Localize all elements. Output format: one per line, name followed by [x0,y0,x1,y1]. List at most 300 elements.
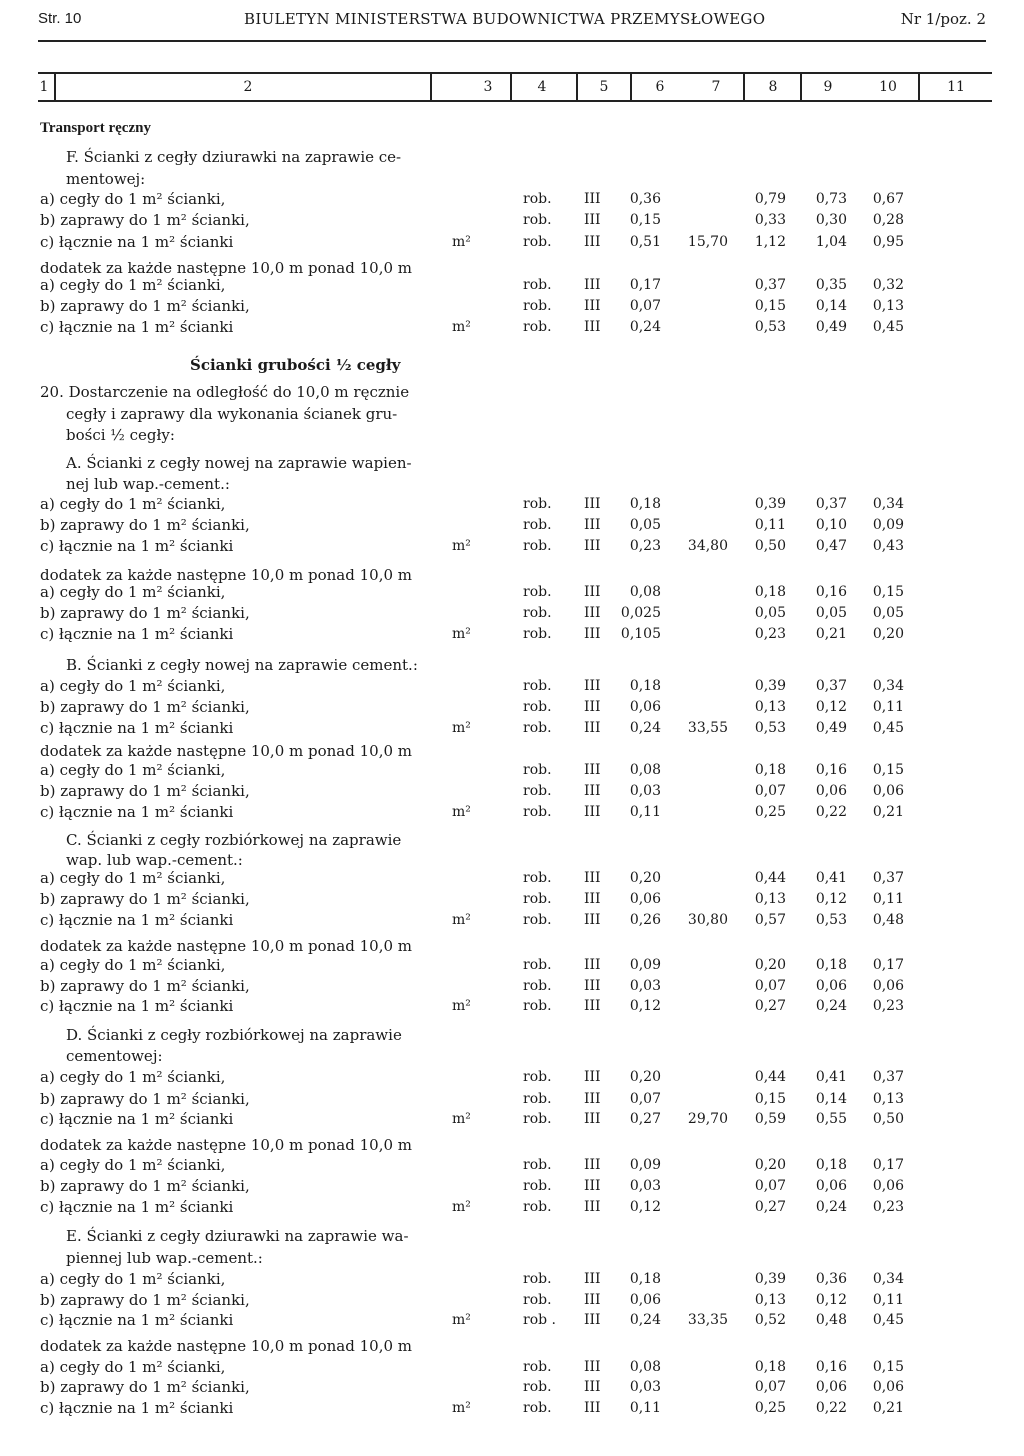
column-number: 10 [879,79,897,95]
row-description: b) zaprawy do 1 m² ścianki, [40,977,250,995]
category-cell: III [584,1359,601,1375]
unit-cell: m² [452,319,471,335]
value-cell-8: 0,53 [754,319,786,335]
value-cell-6: 0,36 [629,191,661,207]
category-cell: III [584,1091,601,1107]
value-cell-9: 0,18 [815,1157,847,1173]
value-cell-9: 1,04 [815,234,847,250]
value-cell-9: 0,14 [815,298,847,314]
value-cell-9: 0,35 [815,277,847,293]
value-cell-7: 29,70 [687,1111,728,1127]
value-cell-10: 0,50 [872,1111,904,1127]
value-cell-8: 0,53 [754,720,786,736]
labor-cell: rob. [523,1271,552,1287]
value-cell-6: 0,15 [629,212,661,228]
value-cell-10: 0,21 [872,1400,904,1416]
value-cell-9: 0,10 [815,517,847,533]
value-cell-6: 0,09 [629,957,661,973]
group-heading: cementowej: [66,1047,163,1065]
value-cell-8: 0,23 [754,626,786,642]
value-cell-6: 0,23 [629,538,661,554]
category-cell: III [584,998,601,1014]
row-description: c) łącznie na 1 m² ścianki [40,997,234,1015]
row-description: a) cegły do 1 m² ścianki, [40,677,226,695]
value-cell-6: 0,27 [629,1111,661,1127]
column-number: 11 [947,79,965,95]
column-number: 3 [483,79,493,95]
labor-cell: rob. [523,891,552,907]
value-cell-6: 0,06 [629,699,661,715]
category-cell: III [584,720,601,736]
labor-cell: rob. [523,1111,552,1127]
unit-cell: m² [452,1312,471,1328]
value-cell-6: 0,17 [629,277,661,293]
value-cell-9: 0,12 [815,1292,847,1308]
value-cell-8: 0,07 [754,1379,786,1395]
category-cell: III [584,1312,601,1328]
value-cell-6: 0,03 [629,783,661,799]
value-cell-10: 0,37 [872,1069,904,1085]
value-cell-6: 0,07 [629,298,661,314]
value-cell-8: 0,18 [754,584,786,600]
labor-cell: rob. [523,1199,552,1215]
value-cell-10: 0,67 [872,191,904,207]
labor-cell: rob. [523,605,552,621]
item-20-line: 20. Dostarczenie na odległość do 10,0 m ręcznie [40,383,410,401]
value-cell-9: 0,37 [815,496,847,512]
labor-cell: rob. [523,319,552,335]
column-divider [630,74,632,100]
row-description: c) łącznie na 1 m² ścianki [40,1399,234,1417]
column-number: 1 [39,79,49,95]
value-cell-6: 0,07 [629,1091,661,1107]
column-number: 5 [599,79,609,95]
category-cell: III [584,319,601,335]
value-cell-8: 0,37 [754,277,786,293]
category-cell: III [584,912,601,928]
category-cell: III [584,870,601,886]
value-cell-10: 0,15 [872,762,904,778]
group-heading: nej lub wap.-cement.: [66,475,230,493]
row-description: c) łącznie na 1 m² ścianki [40,1110,234,1128]
value-cell-9: 0,16 [815,762,847,778]
value-cell-8: 0,57 [754,912,786,928]
row-description: b) zaprawy do 1 m² ścianki, [40,698,250,716]
labor-cell: rob. [523,1379,552,1395]
category-cell: III [584,496,601,512]
running-header [38,10,986,36]
labor-cell: rob. [523,720,552,736]
labor-cell: rob. [523,957,552,973]
labor-cell: rob. [523,517,552,533]
value-cell-9: 0,30 [815,212,847,228]
row-description: c) łącznie na 1 m² ścianki [40,625,234,643]
value-cell-8: 0,15 [754,1091,786,1107]
labor-cell: rob. [523,1069,552,1085]
extra-distance-heading: dodatek za każde następne 10,0 m ponad 10,0 m [40,742,413,760]
group-heading: wap. lub wap.-cement.: [66,851,243,869]
value-cell-8: 0,18 [754,762,786,778]
value-cell-8: 0,07 [754,1178,786,1194]
category-cell: III [584,298,601,314]
value-cell-6: 0,20 [629,870,661,886]
value-cell-10: 0,15 [872,584,904,600]
value-cell-8: 0,27 [754,998,786,1014]
value-cell-7: 34,80 [687,538,728,554]
group-heading: D. Ścianki z cegły rozbiórkowej na zaprawie [66,1026,402,1044]
value-cell-6: 0,24 [629,1312,661,1328]
item-20-line: bości ½ cegły: [66,426,175,444]
value-cell-8: 0,20 [754,1157,786,1173]
value-cell-8: 0,79 [754,191,786,207]
value-cell-6: 0,12 [629,1199,661,1215]
value-cell-8: 0,05 [754,605,786,621]
labor-cell: rob. [523,584,552,600]
column-number: 9 [823,79,833,95]
row-description: b) zaprawy do 1 m² ścianki, [40,1378,250,1396]
value-cell-6: 0,24 [629,720,661,736]
value-cell-10: 0,45 [872,319,904,335]
row-description: c) łącznie na 1 m² ścianki [40,233,234,251]
column-number: 2 [243,79,253,95]
value-cell-7: 33,55 [687,720,728,736]
labor-cell: rob. [523,234,552,250]
value-cell-10: 0,17 [872,957,904,973]
item-20-line: cegły i zaprawy dla wykonania ścianek gru- [66,405,398,423]
column-divider [54,74,56,100]
value-cell-9: 0,24 [815,1199,847,1215]
value-cell-9: 0,06 [815,783,847,799]
unit-cell: m² [452,626,471,642]
value-cell-10: 0,95 [872,234,904,250]
value-cell-10: 0,43 [872,538,904,554]
labor-cell: rob. [523,1178,552,1194]
labor-cell: rob. [523,1157,552,1173]
value-cell-9: 0,47 [815,538,847,554]
value-cell-8: 1,12 [754,234,786,250]
value-cell-10: 0,32 [872,277,904,293]
value-cell-8: 0,39 [754,1271,786,1287]
value-cell-6: 0,08 [629,762,661,778]
labor-cell: rob. [523,912,552,928]
value-cell-6: 0,06 [629,891,661,907]
value-cell-8: 0,44 [754,870,786,886]
row-description: b) zaprawy do 1 m² ścianki, [40,1291,250,1309]
labor-cell: rob. [523,626,552,642]
value-cell-6: 0,08 [629,1359,661,1375]
row-description: a) cegły do 1 m² ścianki, [40,1068,226,1086]
value-cell-9: 0,14 [815,1091,847,1107]
category-cell: III [584,1178,601,1194]
value-cell-6: 0,26 [629,912,661,928]
value-cell-9: 0,18 [815,957,847,973]
value-cell-9: 0,73 [815,191,847,207]
value-cell-10: 0,23 [872,1199,904,1215]
row-description: c) łącznie na 1 m² ścianki [40,537,234,555]
value-cell-10: 0,11 [872,699,904,715]
value-cell-8: 0,11 [754,517,786,533]
value-cell-8: 0,20 [754,957,786,973]
group-heading: C. Ścianki z cegły rozbiórkowej na zaprawie [66,831,402,849]
row-description: b) zaprawy do 1 m² ścianki, [40,211,250,229]
value-cell-6: 0,08 [629,584,661,600]
value-cell-10: 0,13 [872,298,904,314]
value-cell-9: 0,41 [815,1069,847,1085]
row-description: b) zaprawy do 1 m² ścianki, [40,1090,250,1108]
value-cell-8: 0,59 [754,1111,786,1127]
value-cell-7: 15,70 [687,234,728,250]
value-cell-10: 0,17 [872,1157,904,1173]
value-cell-10: 0,09 [872,517,904,533]
value-cell-9: 0,05 [815,605,847,621]
group-heading: E. Ścianki z cegły dziurawki na zaprawie wa- [66,1227,409,1245]
value-cell-9: 0,06 [815,1379,847,1395]
row-description: a) cegły do 1 m² ścianki, [40,956,226,974]
value-cell-8: 0,13 [754,891,786,907]
value-cell-8: 0,07 [754,978,786,994]
labor-cell: rob. [523,1292,552,1308]
row-description: a) cegły do 1 m² ścianki, [40,1270,226,1288]
value-cell-8: 0,07 [754,783,786,799]
publication-title: BIULETYN MINISTERSTWA BUDOWNICTWA PRZEMYSŁOWEGO [244,10,766,28]
value-cell-8: 0,27 [754,1199,786,1215]
value-cell-6: 0,12 [629,998,661,1014]
row-description: a) cegły do 1 m² ścianki, [40,583,226,601]
value-cell-9: 0,49 [815,720,847,736]
row-description: a) cegły do 1 m² ścianki, [40,1358,226,1376]
value-cell-8: 0,15 [754,298,786,314]
category-cell: III [584,538,601,554]
value-cell-10: 0,48 [872,912,904,928]
category-cell: III [584,762,601,778]
row-description: c) łącznie na 1 m² ścianki [40,318,234,336]
labor-cell: rob. [523,783,552,799]
labor-cell: rob. [523,699,552,715]
group-heading: F. Ścianki z cegły dziurawki na zaprawie ce- [66,148,402,166]
labor-cell: rob. [523,496,552,512]
value-cell-6: 0,06 [629,1292,661,1308]
value-cell-10: 0,23 [872,998,904,1014]
category-cell: III [584,783,601,799]
category-cell: III [584,1400,601,1416]
value-cell-10: 0,34 [872,496,904,512]
subheading: Ścianki grubości ½ cegły [190,356,401,374]
labor-cell: rob. [523,978,552,994]
value-cell-6: 0,03 [629,1178,661,1194]
column-divider [918,74,920,100]
value-cell-6: 0,03 [629,978,661,994]
row-description: c) łącznie na 1 m² ścianki [40,911,234,929]
column-number-row [38,72,992,102]
category-cell: III [584,978,601,994]
value-cell-8: 0,25 [754,804,786,820]
value-cell-9: 0,36 [815,1271,847,1287]
value-cell-9: 0,12 [815,699,847,715]
value-cell-9: 0,37 [815,678,847,694]
extra-distance-heading: dodatek za każde następne 10,0 m ponad 10,0 m [40,259,413,277]
category-cell: III [584,234,601,250]
group-heading: mentowej: [66,170,146,188]
value-cell-8: 0,25 [754,1400,786,1416]
value-cell-6: 0,105 [620,626,661,642]
value-cell-9: 0,22 [815,1400,847,1416]
value-cell-9: 0,55 [815,1111,847,1127]
value-cell-9: 0,41 [815,870,847,886]
value-cell-9: 0,06 [815,1178,847,1194]
category-cell: III [584,804,601,820]
value-cell-9: 0,48 [815,1312,847,1328]
value-cell-10: 0,06 [872,783,904,799]
category-cell: III [584,1292,601,1308]
value-cell-8: 0,50 [754,538,786,554]
value-cell-10: 0,05 [872,605,904,621]
value-cell-9: 0,16 [815,584,847,600]
value-cell-10: 0,34 [872,678,904,694]
value-cell-8: 0,52 [754,1312,786,1328]
category-cell: III [584,1157,601,1173]
category-cell: III [584,699,601,715]
row-description: b) zaprawy do 1 m² ścianki, [40,890,250,908]
value-cell-6: 0,03 [629,1379,661,1395]
labor-cell: rob. [523,1091,552,1107]
row-description: b) zaprawy do 1 m² ścianki, [40,297,250,315]
column-number: 4 [537,79,547,95]
extra-distance-heading: dodatek za każde następne 10,0 m ponad 10,0 m [40,937,413,955]
labor-cell: rob. [523,870,552,886]
value-cell-10: 0,06 [872,1178,904,1194]
column-number: 7 [711,79,721,95]
value-cell-10: 0,20 [872,626,904,642]
category-cell: III [584,678,601,694]
labor-cell: rob. [523,1359,552,1375]
labor-cell: rob. [523,678,552,694]
value-cell-9: 0,49 [815,319,847,335]
labor-cell: rob. [523,191,552,207]
row-description: c) łącznie na 1 m² ścianki [40,1311,234,1329]
value-cell-9: 0,06 [815,978,847,994]
row-description: b) zaprawy do 1 m² ścianki, [40,604,250,622]
value-cell-7: 33,35 [687,1312,728,1328]
value-cell-8: 0,39 [754,678,786,694]
value-cell-6: 0,18 [629,496,661,512]
unit-cell: m² [452,720,471,736]
unit-cell: m² [452,1199,471,1215]
value-cell-7: 30,80 [687,912,728,928]
category-cell: III [584,1069,601,1085]
row-description: a) cegły do 1 m² ścianki, [40,761,226,779]
labor-cell: rob. [523,298,552,314]
unit-cell: m² [452,1400,471,1416]
value-cell-10: 0,21 [872,804,904,820]
row-description: a) cegły do 1 m² ścianki, [40,869,226,887]
row-description: b) zaprawy do 1 m² ścianki, [40,1177,250,1195]
labor-cell: rob. [523,538,552,554]
labor-cell: rob. [523,804,552,820]
group-heading: A. Ścianki z cegły nowej na zaprawie wapien- [66,454,412,472]
value-cell-9: 0,24 [815,998,847,1014]
category-cell: III [584,517,601,533]
value-cell-10: 0,13 [872,1091,904,1107]
category-cell: III [584,1199,601,1215]
column-divider [430,74,432,100]
category-cell: III [584,277,601,293]
category-cell: III [584,584,601,600]
category-cell: III [584,191,601,207]
value-cell-8: 0,44 [754,1069,786,1085]
value-cell-10: 0,06 [872,978,904,994]
value-cell-8: 0,39 [754,496,786,512]
unit-cell: m² [452,998,471,1014]
row-description: a) cegły do 1 m² ścianki, [40,1156,226,1174]
labor-cell: rob . [523,1312,556,1328]
value-cell-6: 0,18 [629,1271,661,1287]
value-cell-8: 0,18 [754,1359,786,1375]
unit-cell: m² [452,804,471,820]
group-heading: piennej lub wap.-cement.: [66,1249,263,1267]
value-cell-9: 0,22 [815,804,847,820]
value-cell-6: 0,51 [629,234,661,250]
category-cell: III [584,1271,601,1287]
column-number: 6 [655,79,665,95]
header-rule [38,40,986,42]
value-cell-8: 0,33 [754,212,786,228]
category-cell: III [584,605,601,621]
value-cell-6: 0,11 [629,1400,661,1416]
value-cell-9: 0,16 [815,1359,847,1375]
category-cell: III [584,1379,601,1395]
value-cell-6: 0,24 [629,319,661,335]
value-cell-10: 0,34 [872,1271,904,1287]
value-cell-6: 0,20 [629,1069,661,1085]
category-cell: III [584,891,601,907]
group-heading: B. Ścianki z cegły nowej na zaprawie cement.: [66,656,418,674]
row-description: a) cegły do 1 m² ścianki, [40,190,226,208]
extra-distance-heading: dodatek za każde następne 10,0 m ponad 10,0 m [40,1337,413,1355]
column-number: 8 [768,79,778,95]
labor-cell: rob. [523,762,552,778]
unit-cell: m² [452,234,471,250]
row-description: a) cegły do 1 m² ścianki, [40,276,226,294]
value-cell-10: 0,28 [872,212,904,228]
value-cell-8: 0,13 [754,1292,786,1308]
row-description: c) łącznie na 1 m² ścianki [40,1198,234,1216]
value-cell-6: 0,18 [629,678,661,694]
value-cell-10: 0,11 [872,1292,904,1308]
value-cell-6: 0,05 [629,517,661,533]
value-cell-9: 0,12 [815,891,847,907]
extra-distance-heading: dodatek za każde następne 10,0 m ponad 10,0 m [40,566,413,584]
unit-cell: m² [452,912,471,928]
labor-cell: rob. [523,1400,552,1416]
row-description: b) zaprawy do 1 m² ścianki, [40,782,250,800]
value-cell-6: 0,11 [629,804,661,820]
value-cell-6: 0,025 [620,605,661,621]
column-divider [800,74,802,100]
value-cell-10: 0,06 [872,1379,904,1395]
category-cell: III [584,212,601,228]
value-cell-8: 0,13 [754,699,786,715]
value-cell-6: 0,09 [629,1157,661,1173]
issue-number: Nr 1/poz. 2 [900,10,986,28]
value-cell-9: 0,21 [815,626,847,642]
value-cell-10: 0,45 [872,1312,904,1328]
labor-cell: rob. [523,212,552,228]
row-description: a) cegły do 1 m² ścianki, [40,495,226,513]
value-cell-9: 0,53 [815,912,847,928]
section-title: Transport ręczny [40,120,151,136]
value-cell-10: 0,11 [872,891,904,907]
labor-cell: rob. [523,277,552,293]
